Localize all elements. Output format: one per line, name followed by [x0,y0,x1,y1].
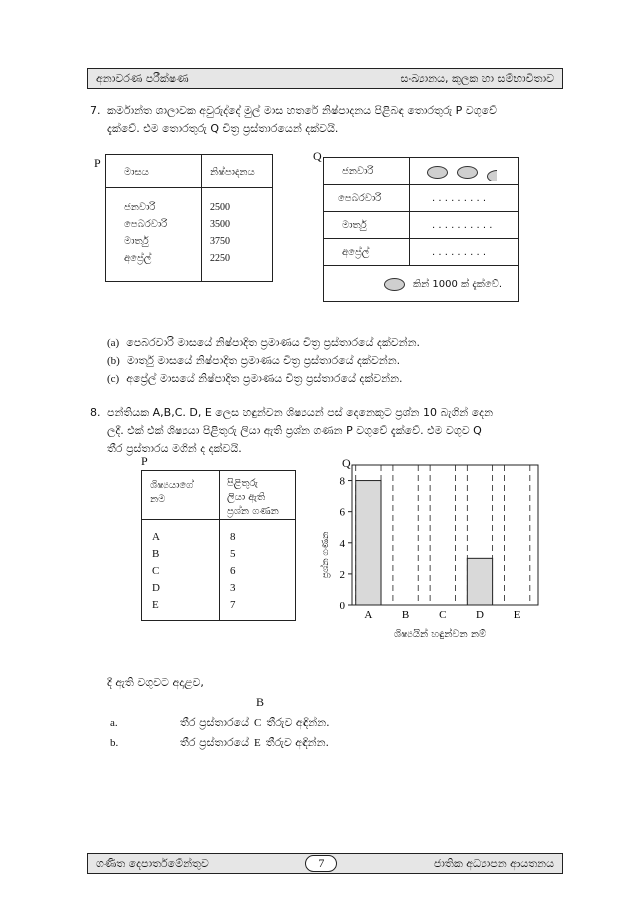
table-divider [201,155,202,281]
table-divider [219,471,220,620]
y-axis-label: ප්‍රශ්න ගණන [321,531,331,579]
pictograph-blank: . . . . . . . . . [432,247,487,258]
sub-text: මාර්තු මාසයේ නිෂ්පාදිත ප්‍රමාණය චිත්‍ර ප්‍රස්තාරයේ දක්වන්න. [126,354,401,367]
y-tick-label: 6 [339,506,345,519]
floating-letter: B [256,695,265,709]
pictograph-divider [324,211,518,212]
header-right: සංඛ්‍යානය, කුලක හා සම්භාවිතාව [400,71,554,85]
pictograph-label-q: Q [313,149,322,163]
table-header-student: ශිෂ්‍යයාගේ නම [150,480,194,505]
x-tick-label: D [475,609,484,621]
table-cell: පෙබරවාරි [124,219,168,230]
sub-text: තීරුව අඳින්න. [265,736,330,749]
table-months [124,199,167,267]
page-header [87,68,563,89]
production-unit-icon [427,166,448,179]
table-cell: ජනවාරි [124,202,156,213]
pictograph-key-text: කින් 1000 ක් දැක්වේ. [413,279,503,290]
table-header-month: මාසය [124,167,149,178]
sub-text: තීර ප්‍රස්තාරයේ [180,736,250,749]
footer-left: ගණිත දෙපාර්තමේන්තුව [96,856,209,870]
pictograph-month: මාර්තු [342,220,367,231]
sub-letter: C [254,717,262,729]
y-tick-label: 8 [339,475,345,488]
question-text-line: ලදී. එක් එක් ශිෂ්‍යයා පිළිතුරු ලියා ඇති ප්‍රශ්න ගණන P වගුවේ දැක්වේ. එම වගුව Q [107,424,482,437]
bar-chart [310,455,550,650]
table-header-answered: පිළිතුරු ලියා ඇති ප්‍රශ්න ගණන [227,478,279,517]
x-tick-label: E [513,609,521,621]
table-values [210,199,230,267]
instruction: දී ඇති වගුවට අදාළව, [107,676,204,689]
question-7-subparts [107,334,567,388]
question-7 [90,102,570,138]
pictograph-blank: . . . . . . . . . [432,193,487,204]
table-cell: 3 [230,582,236,594]
table-label-p: P [94,156,101,170]
production-table [105,154,273,282]
table-cell: 8 [230,531,236,543]
answers-table [141,470,296,621]
x-tick-label: B [401,609,410,621]
y-tick-label: 2 [339,568,345,581]
table-cell: අප්‍රේල් [124,253,152,264]
pictograph-month: අප්‍රේල් [342,247,370,258]
table-cell: A [152,531,160,543]
y-tick-label: 0 [339,600,345,612]
bar-A [356,481,381,605]
question-number: 7. [90,104,101,117]
table-cell: මාර්තු [124,236,149,247]
production-unit-icon [457,166,478,179]
table-cell: 2250 [210,253,230,264]
x-axis-label: ශිෂ්‍යයින් හඳුන්වන නම් [393,629,487,640]
question-text-line: තීර ප්‍රස්තාරය මගින් ද දක්වයි. [107,442,242,455]
bar-D [467,558,492,605]
question-8 [90,404,570,458]
table-cell: D [152,582,160,594]
table-header-production: නිෂ්පාදනය [210,167,255,178]
sub-label: (c) [107,373,120,385]
sub-task [110,733,550,753]
sub-text: අප්‍රේල් මාසයේ නිෂ්පාදිත ප්‍රමාණය චිත්‍ර ප්‍රස්තාරයේ දක්වන්න. [126,372,403,385]
sub-text: තීර ප්‍රස්තාරයේ [180,716,250,729]
page-footer [87,853,563,874]
footer-right: ජාතික අධ්‍යාපන ආයතනය [433,856,554,870]
pictograph-month: ජනවාරි [342,166,374,177]
header-left: අනාවරණ පරීක්ෂණ [96,71,189,85]
table-divider [142,519,295,520]
question-number: 8. [90,406,101,419]
pictograph-divider [324,184,518,185]
table-label-p: P [141,454,148,468]
sub-label: a. [110,717,118,729]
question-8-subparts [110,713,550,753]
chart-label-q: Q [342,456,351,470]
pictograph-blank: . . . . . . . . . . [432,220,493,231]
table-cell: 6 [230,565,236,577]
table-cell: C [152,565,160,577]
table-names [152,529,160,614]
sub-text: පෙබරවාරි මාසයේ නිෂ්පාදිත ප්‍රමාණය චිත්‍ර ප්‍රස්තාරයේ දක්වන්න. [126,336,421,349]
table-divider [106,187,272,188]
sub-task [110,713,550,733]
half-production-unit-icon [487,168,497,181]
sub-text: තීරුව අඳින්න. [266,716,330,729]
question-text-line: පන්තියක A,B,C. D, E ලෙස හඳුන්වන ශිෂ්‍යයන් පස් දෙනෙකුට ප්‍රශ්න 10 බැගින් දෙන [107,406,493,419]
table-cell: 3500 [210,219,230,230]
table-cell: 5 [230,548,236,560]
pictograph-key [384,278,502,291]
question-text-line: දැක්වේ. එම තොරතුරු Q චිත්‍ර ප්‍රස්තාරයෙන් දක්වයි. [107,122,339,135]
sub-letter: E [254,737,261,749]
table-cell: 2500 [210,202,230,213]
table-counts [230,529,236,614]
page-number: 7 [305,855,337,872]
pictograph-symbols [427,164,497,183]
x-tick-label: C [439,609,447,621]
pictograph-divider [324,238,518,239]
y-tick-label: 4 [339,537,345,550]
sub-label: (b) [107,355,120,367]
question-text-line: කර්මාන්ත ශාලාවක අවුරුද්දේ මුල් මාස හතරේ නිෂ්පාදනය පිළිබඳ තොරතුරු P වගුවේ [107,104,497,117]
sub-label: b. [110,737,119,749]
x-tick-label: A [364,609,373,621]
pictograph [323,157,519,302]
sub-label: (a) [107,337,120,349]
table-cell: 7 [230,599,236,611]
table-cell: 3750 [210,236,230,247]
pictograph-divider [324,265,518,266]
table-cell: E [152,599,159,611]
table-cell: B [152,548,160,560]
pictograph-month: පෙබරවාරි [338,193,382,204]
production-unit-icon [384,278,405,291]
